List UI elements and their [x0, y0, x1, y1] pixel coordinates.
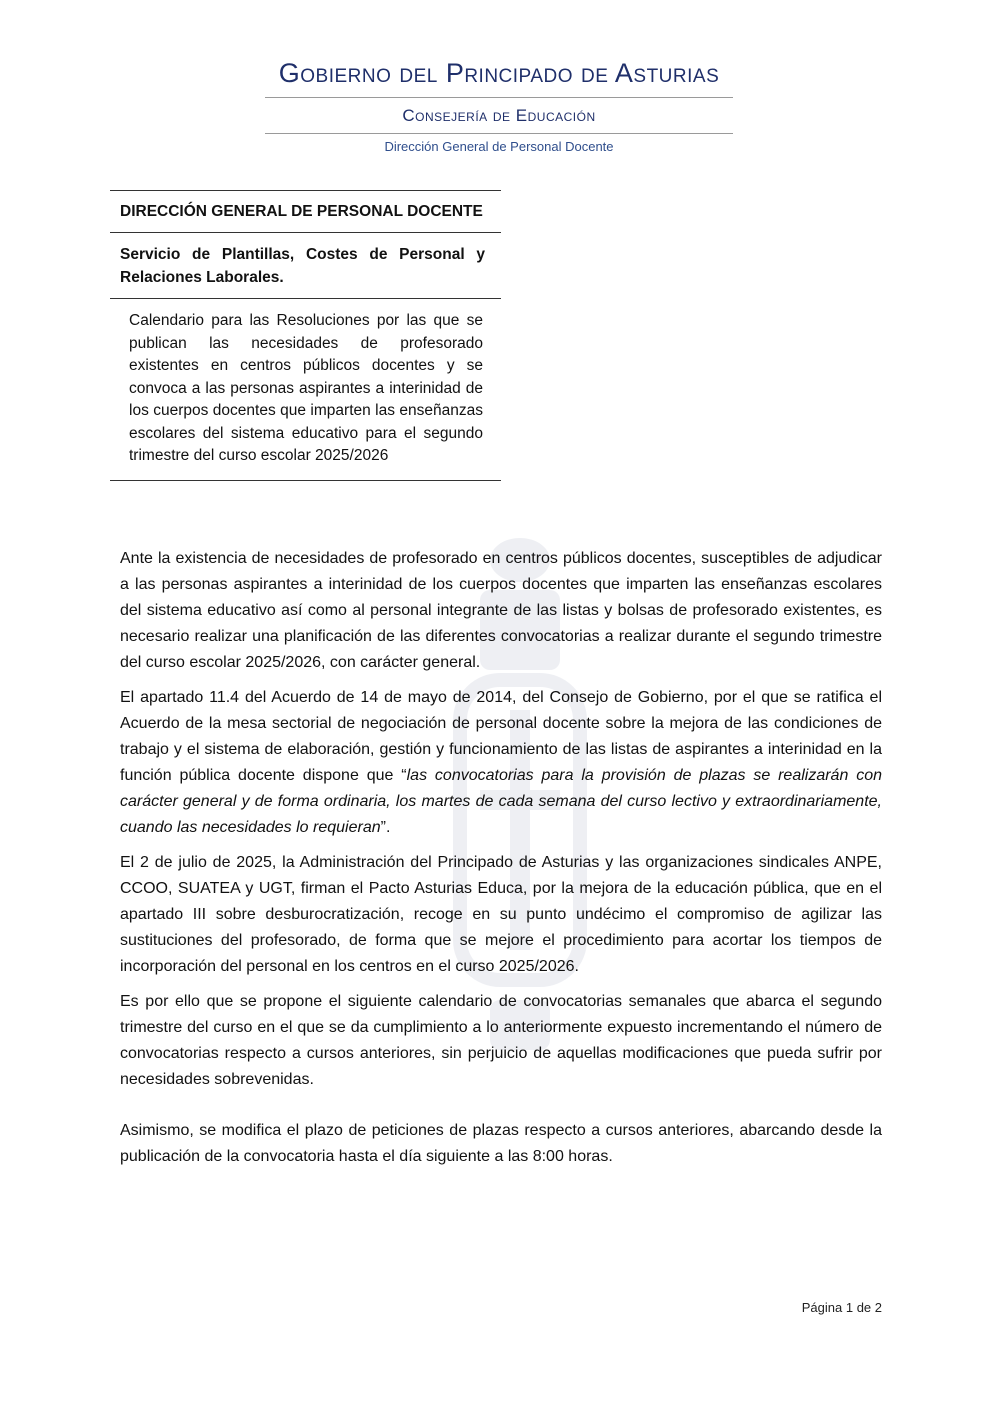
- letterhead: [265, 58, 733, 154]
- department-title: Consejería de Educación: [265, 98, 733, 134]
- directorate-heading: DIRECCIÓN GENERAL DE PERSONAL DOCENTE: [110, 190, 501, 232]
- paragraph-2-start: El apartado 11.4 del Acuerdo de 14 de mayo de 2014, del Consejo de Gobierno, por el que se ratifica el Acuerdo de la mesa sectorial de negociación de personal docente sobre la mejora de las condiciones de trabajo y el sistema de elaboración, gestión y funcionamiento de las listas de aspirantes a interinidad en la función pública docente dispone que “: [120, 689, 882, 784]
- document-reference-box: [110, 190, 501, 481]
- subject-text: Calendario para las Resoluciones por las que se publican las necesidades de profesorado existentes en centros públicos docentes y se convoca a las personas aspirantes a interinidad de los cuerpos docentes que imparten las enseñanzas escolares del sistema educativo para el segundo trimestre del curso escolar 2025/2026: [110, 298, 501, 481]
- document-body: [120, 546, 882, 1179]
- government-title: Gobierno del Principado de Asturias: [265, 58, 733, 98]
- paragraph-5: Asimismo, se modifica el plazo de peticiones de plazas respecto a cursos anteriores, abarcando desde la publicación de la convocatoria hasta el día siguiente a las 8:00 horas.: [120, 1122, 882, 1165]
- paragraph-4: Es por ello que se propone el siguiente calendario de convocatorias semanales que abarca el segundo trimestre del curso en el que se da cumplimiento a lo anteriormente expuesto incrementando el número de convocatorias respecto a cursos anteriores, sin perjuicio de aquellas modificaciones que pueda sufrir por necesidades sobrevenidas.: [120, 993, 882, 1088]
- page-number: Página 1 de 2: [801, 1300, 882, 1315]
- paragraph-2: [120, 685, 882, 841]
- paragraph-1: Ante la existencia de necesidades de profesorado en centros públicos docentes, susceptibles de adjudicar a las personas aspirantes a interinidad de los cuerpos docentes que imparten las enseñanzas escolares del sistema educativo así como al personal integrante de las listas y bolsas de profesorado existentes, es necesario realizar una planificación de las diferentes convocatorias a realizar durante el segundo trimestre del curso escolar 2025/2026, con carácter general.: [120, 550, 882, 671]
- service-heading: Servicio de Plantillas, Costes de Personal y Relaciones Laborales.: [110, 232, 501, 298]
- paragraph-2-quote: las convocatorias para la provisión de plazas se realizarán con carácter general y de forma ordinaria, los martes de cada semana del curso lectivo y extraordinariamente, cuando las necesidades lo requieran: [120, 767, 883, 836]
- paragraph-3: El 2 de julio de 2025, la Administración del Principado de Asturias y las organizaciones sindicales ANPE, CCOO, SUATEA y UGT, firman el Pacto Asturias Educa, por la mejora de la educación pública, que en el apartado III sobre desburocratización, recoge en su punto undécimo el compromiso de agilizar las sustituciones del profesorado, de forma que se mejore el procedimiento para acortar los tiempos de incorporación del personal en los centros en el curso 2025/2026.: [120, 854, 882, 975]
- directorate-subtitle: Dirección General de Personal Docente: [384, 139, 614, 154]
- paragraph-2-end: ”.: [380, 819, 391, 836]
